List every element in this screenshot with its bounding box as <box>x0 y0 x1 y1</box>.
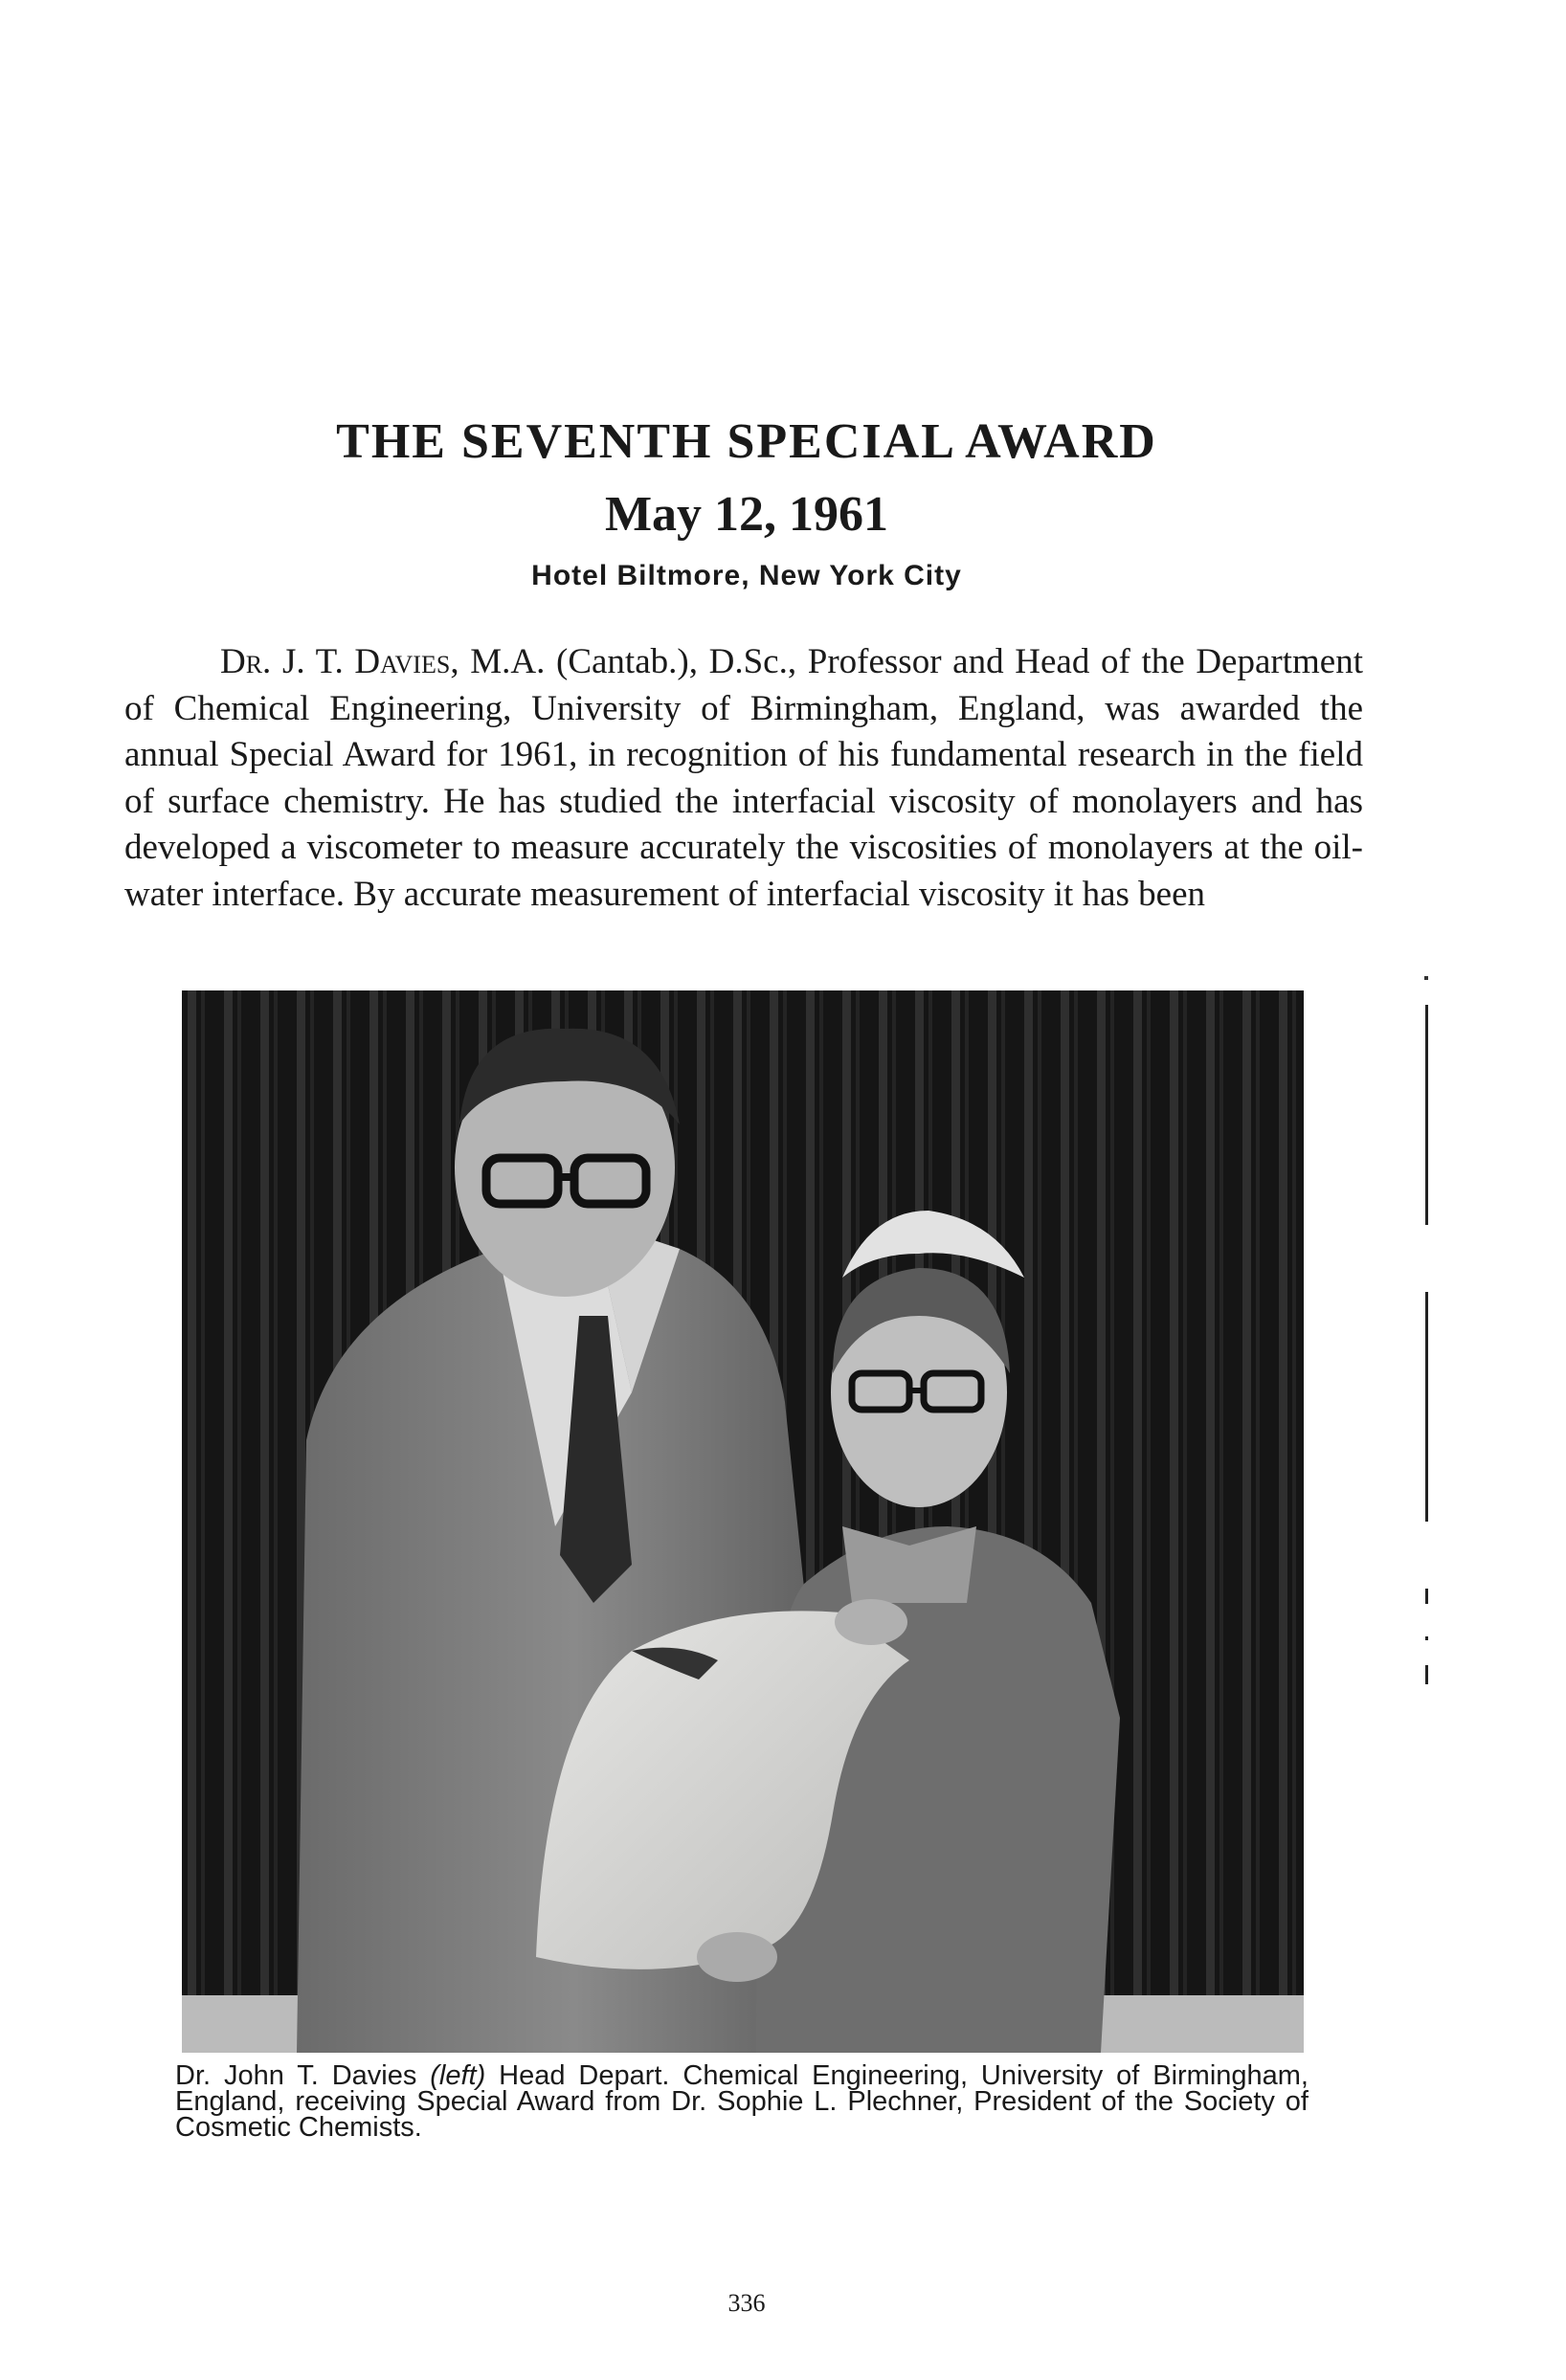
article-text: , M.A. (Cantab.), D.Sc., Professor and Head of the Department of Chemical Engineering, University of Birmingham, England, was awarded the annual Special Award for 1961, in recognition of his fundamental research in the field of surface chemistry. He has studied the interfacial viscosity of monolayers and has developed a viscometer to measure accurately the viscosities of monolayers at the oil-water interface. By accurate measurement of interfacial viscosity it has been <box>124 642 1363 914</box>
scan-margin-marks <box>1421 976 1433 1684</box>
award-photograph <box>182 990 1304 2053</box>
caption-text-2: Head Depart. Chemical Engineering, University of Birmingham, England, receiving Special Award from Dr. Sophie L. Plechner, President of the Society of Cosmetic Chemists. <box>175 2060 1309 2143</box>
page-number: 336 <box>727 2289 766 2317</box>
article-body <box>124 639 1363 918</box>
recipient-name: Dr. J. T. Davies <box>220 642 451 681</box>
page-title: THE SEVENTH SPECIAL AWARD <box>336 414 1157 469</box>
award-date: May 12, 1961 <box>604 487 889 542</box>
caption-italic: (left) <box>430 2060 486 2091</box>
award-venue: Hotel Biltmore, New York City <box>531 560 962 591</box>
caption-text-1: Dr. John T. Davies <box>175 2060 431 2091</box>
photo-caption <box>175 2060 1309 2143</box>
